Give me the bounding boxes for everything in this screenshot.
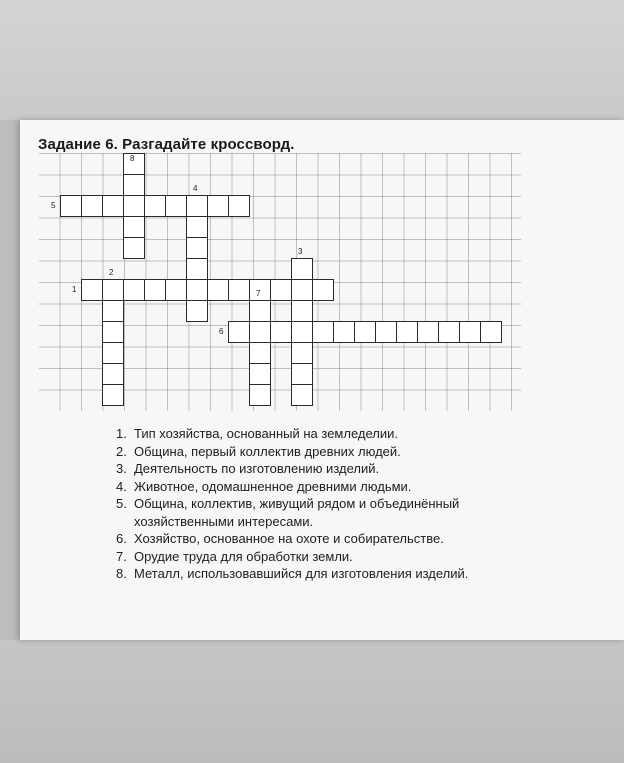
crossword-cell[interactable] [166,196,187,217]
crossword-cell[interactable] [292,364,313,385]
crossword-number-2: 2 [109,268,114,277]
crossword-grid [39,153,521,411]
crossword-cell[interactable] [292,343,313,364]
clue-text: Металл, использовавшийся для изготовления изделий. [134,566,469,581]
crossword-cell[interactable] [124,238,145,259]
crossword-cell[interactable] [481,322,502,343]
clue-number: 7. [116,548,127,564]
crossword-number-1: 1 [72,285,77,294]
crossword-cell[interactable] [103,301,124,322]
clue-number: 6. [116,531,127,546]
clue-item [116,443,468,461]
crossword-cell[interactable] [103,322,124,343]
crossword-cell[interactable] [250,322,271,343]
crossword-cell[interactable] [187,259,208,280]
clue-item [116,460,468,478]
crossword-cell[interactable] [103,280,124,301]
crossword-cell[interactable] [334,322,355,343]
task-title: Задание 6. Разгадайте кроссворд. [38,136,295,153]
worksheet-page [20,120,624,640]
crossword-cell[interactable] [208,196,229,217]
crossword-cell[interactable] [292,322,313,343]
clue-text: Община, первый коллектив древних людей. [134,443,401,459]
crossword-cell[interactable] [124,175,145,196]
crossword-number-5: 5 [51,201,56,210]
crossword-cell[interactable] [418,322,439,343]
crossword-number-7: 7 [256,289,261,298]
crossword-cell[interactable] [250,364,271,385]
clue-item [116,565,468,583]
crossword-cell[interactable] [187,301,208,322]
crossword-cell[interactable] [271,322,292,343]
clue-item-continued [116,513,468,531]
clue-number: 4. [116,478,127,494]
crossword-cell[interactable] [460,322,481,343]
crossword-cell[interactable] [229,322,250,343]
crossword-cell[interactable] [187,238,208,259]
clue-number: 8. [116,566,127,581]
clue-text: Животное, одомашненное древними людьми. [134,478,412,494]
background-bottom [0,640,624,763]
clue-item [116,530,468,548]
crossword-cell[interactable] [187,217,208,238]
crossword-cell[interactable] [250,385,271,406]
crossword-cell[interactable] [313,280,334,301]
clue-text: Деятельность по изготовлению изделий. [134,461,380,476]
crossword-cell[interactable] [355,322,376,343]
clue-text: Община, коллектив, живущий рядом и объединённый [134,496,460,511]
clue-text: Орудие труда для обработки земли. [134,548,353,564]
crossword-cell[interactable] [103,385,124,406]
clue-item [116,548,468,566]
crossword-cell[interactable] [124,217,145,238]
crossword-cell[interactable] [61,196,82,217]
crossword-number-8: 8 [130,154,135,163]
crossword-cell[interactable] [187,196,208,217]
crossword-cell[interactable] [145,280,166,301]
crossword-cell[interactable] [250,301,271,322]
crossword-cell[interactable] [208,280,229,301]
crossword-cell[interactable] [103,343,124,364]
clue-text: хозяйственными интересами. [134,513,314,529]
crossword-cell[interactable] [292,280,313,301]
clue-number: 5. [116,496,127,511]
crossword-cell[interactable] [103,364,124,385]
clue-item [116,478,468,496]
crossword-cell[interactable] [439,322,460,343]
clue-text: Тип хозяйства, основанный на земледелии. [134,426,398,441]
background-top [0,0,624,120]
crossword-cell[interactable] [250,343,271,364]
crossword-cell[interactable] [103,196,124,217]
crossword-number-3: 3 [298,247,303,256]
crossword-cell[interactable] [229,280,250,301]
crossword-cell[interactable] [313,322,334,343]
crossword-cell[interactable] [292,301,313,322]
crossword-cell[interactable] [187,280,208,301]
crossword-cell[interactable] [376,322,397,343]
clue-item [116,425,468,443]
crossword-cell[interactable] [166,280,187,301]
crossword-cell[interactable] [82,196,103,217]
crossword-cell[interactable] [292,385,313,406]
crossword-cell[interactable] [124,280,145,301]
crossword-cell[interactable] [124,196,145,217]
clue-text: Хозяйство, основанное на охоте и собирательстве. [134,531,444,546]
clue-number: 3. [116,461,127,476]
clue-list [116,425,468,583]
crossword-area [39,153,521,411]
crossword-cell[interactable] [229,196,250,217]
clue-number: 2. [116,443,127,459]
crossword-cell[interactable] [271,280,292,301]
crossword-number-4: 4 [193,184,198,193]
crossword-cell[interactable] [397,322,418,343]
crossword-number-6: 6 [219,327,224,336]
crossword-cell[interactable] [145,196,166,217]
clue-item [116,495,468,513]
crossword-cell[interactable] [82,280,103,301]
crossword-cell[interactable] [292,259,313,280]
clue-number: 1. [116,426,127,441]
